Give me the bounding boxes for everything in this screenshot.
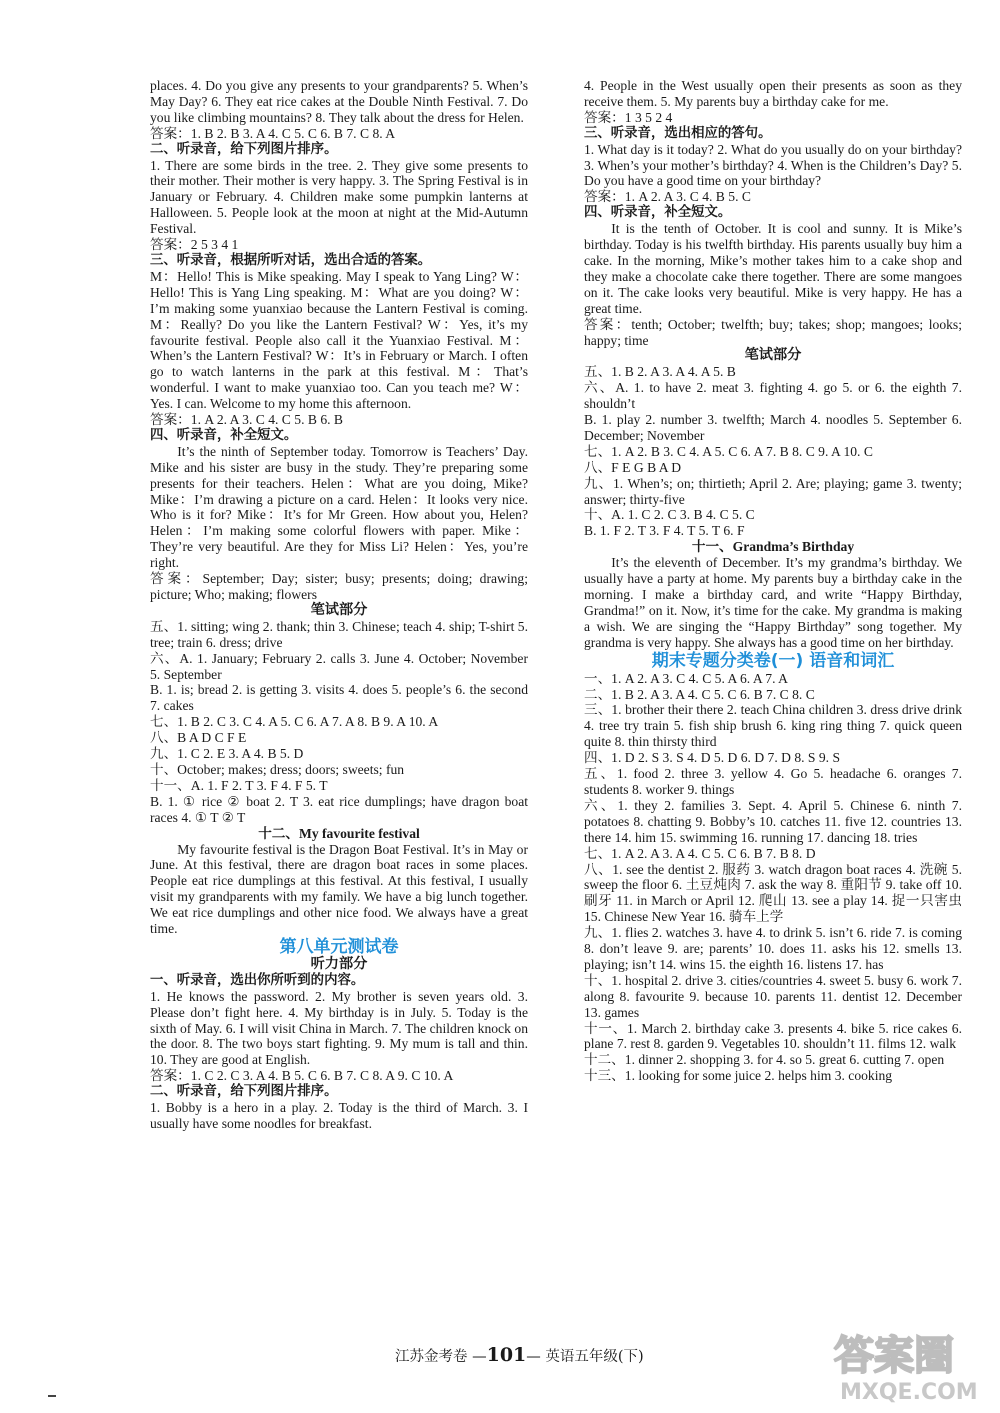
answer-line: 九、1. When’s; on; thirtieth; April 2. Are; playing; game 3. twenty; answer; thirty-five <box>584 475 962 507</box>
part-heading: 听力部分 <box>310 955 368 972</box>
answer-line: 一、1. A 2. A 3. C 4. C 5. A 6. A 7. A <box>584 670 788 686</box>
answer-line: 六、A. 1. to have 2. meat 3. fighting 4. go 5. or 6. the eighth 7. shouldn’t <box>584 380 962 412</box>
unit-title: 第八单元测试卷 <box>279 936 399 957</box>
book-title: 江苏金考卷 <box>395 1349 468 1365</box>
answer-line: 1. He knows the password. 2. My brother is seven years old. 3. Please don’t fight here. 4. My birthday is in July. 5. Today is the sixth of May. 6. I will visit China in March. 7. The children knock on the door. 8. The two boys start fighting. 9. My mum is tall and thin. 10. They are good at English. <box>150 988 528 1068</box>
answer-line: 十二、1. dinner 2. shopping 3. for 4. so 5. great 6. cutting 7. open <box>584 1052 945 1068</box>
footer-dash: — <box>472 1349 487 1365</box>
answer-line: 十三、1. looking for some juice 2. helps him 3. cooking <box>584 1068 893 1084</box>
watermark-url-text: MXQE.COM <box>840 1380 978 1405</box>
essay-title: 十一、Grandma’s Birthday <box>691 539 855 555</box>
answer-line: 答案：1 3 5 2 4 <box>584 109 673 125</box>
watermark-top-text: 答案圈 <box>834 1333 954 1379</box>
unit-title: 期末专题分类卷(一) 语音和词汇 <box>651 650 895 671</box>
answer-line: 八、1. see the dentist 2. 服药 3. watch dragon boat races 4. 洗碗 5. sweep the floor 6. 土豆炖肉 7. ask the way 8. 重阳节 9. take off 10. 刷牙 11. in March or April 12. 爬山 13. see a play 14. 捉一只害虫 15. Chinese New Year 16. 骑车上学 <box>584 861 962 925</box>
essay-title: 十二、My favourite festival <box>258 825 420 841</box>
section-heading: 二、听录音，给下列图片排序。 <box>150 141 338 157</box>
footer-dash: — <box>526 1349 541 1365</box>
answer-line: 十、A. 1. C 2. C 3. B 4. C 5. C <box>584 507 755 523</box>
watermark-graphic <box>830 1325 985 1405</box>
answer-line: 十一、A. 1. F 2. T 3. F 4. F 5. T <box>150 777 328 793</box>
answer-line: M：Hello! This is Mike speaking. May I speak to Yang Ling? W：Hello! This is Yang Ling speaking. M：What are you doing? W：I’m making some yuanxiao because the Lantern Festival is coming. M：Really? Do you like the Lantern Festival? W：Yes, it’s my favourite festival. People also call it the Yuanxiao Festival. M：When’s the Lantern Festival? W：It’s in February or March. I often go to watch lanterns in the park at this festival. M：That’s wonderful. I want to make yuanxiao too. Can you teach me? W：Yes. I can. Welcome to my home this afternoon. <box>150 268 528 412</box>
answer-line: 五、1. B 2. A 3. A 4. A 5. B <box>584 364 736 380</box>
answer-line: B. 1. ① rice ② boat 2. T 3. eat rice dumplings; have dragon boat races 4. ① T ② T <box>150 793 528 825</box>
answer-line: 九、1. flies 2. watches 3. have 4. to drink 5. isn’t 6. ride 7. is coming 8. don’t leave 9. are; parents’ 10. does 11. asks his 12. smells 13. playing; isn’t 14. wins 15. the eighth 16. listens 17. has <box>584 925 962 972</box>
answer-line: 七、1. A 2. A 3. A 4. C 5. C 6. B 7. B 8. D <box>584 845 816 861</box>
passage-paragraph: It’s the eleventh of December. It’s my grandma’s birthday. We usually have a party at home. My parents buy a birthday cake in the morning. I make a birthday card, and write “Happy Birthday, Grandma!” on it. Now, it’s time for the cake. My grandma is making a wish. We are singing the “Happy Birthday” song together. My grandma is very happy. She always has a good time on her birthday. <box>584 555 962 650</box>
answer-line: 十一、1. March 2. birthday cake 3. presents 4. bike 5. rice cakes 6. plane 7. rest 8. garden 9. Vegetables 10. shouldn’t 11. films 12. walk <box>584 1020 962 1052</box>
answer-line: 4. People in the West usually open their presents as soon as they receive them. 5. My parents buy a birthday cake for me. <box>584 78 962 109</box>
part-heading: 笔试部分 <box>744 347 802 364</box>
answer-line: 答案：1. B 2. B 3. A 4. C 5. C 6. B 7. C 8. A <box>150 125 396 141</box>
section-heading: 一、听录音，选出你所听到的内容。 <box>150 972 365 988</box>
margin-mark <box>48 1395 56 1397</box>
answer-line: 答案：tenth; October; twelfth; buy; takes; shop; mangoes; looks; happy; time <box>584 316 962 348</box>
answer-line: 十、October; makes; dress; doors; sweets; fun <box>150 761 405 777</box>
answer-line: B. 1. is; bread 2. is getting 3. visits 4. does 5. people’s 6. the second 7. cakes <box>150 682 528 714</box>
answer-line: 五、1. food 2. three 3. yellow 4. Go 5. headache 6. oranges 7. students 8. worker 9. things <box>584 766 962 797</box>
answer-line: 六、1. they 2. families 3. Sept. 4. April 5. Chinese 6. ninth 7. potatoes 8. chatting 9. Bobby’s 10. catches 11. five 12. countries 13. there 14. him 15. swimming 16. running 17. dancing 18. tries <box>584 797 962 845</box>
answer-line: 十、1. hospital 2. drive 3. cities/countries 4. sweet 5. busy 6. work 7. along 8. favourite 9. because 10. parents 11. dentist 12. December 13. games <box>584 972 962 1020</box>
page-number: 101 <box>486 1344 527 1366</box>
right-column <box>584 78 962 1084</box>
answer-line: 1. Bobby is a hero in a play. 2. Today is the third of March. 3. I usually have some noodles for breakfast. <box>150 1100 528 1131</box>
page-footer <box>395 1344 644 1366</box>
answer-line: 七、1. A 2. B 3. C 4. A 5. C 6. A 7. B 8. C 9. A 10. C <box>584 443 873 459</box>
answer-line: 九、1. C 2. E 3. A 4. B 5. D <box>150 746 304 762</box>
passage-paragraph: It is the tenth of October. It is cool and sunny. It is Mike’s birthday. Today is his twelfth birthday. His parents usually buy him a cake. In the morning, Mike’s mother takes him to a cake shop and they make a chocolate cake there together. There are some mangoes on it. The cake looks very beautiful. Mike is very happy. He has a great time. <box>584 221 962 316</box>
section-heading: 三、听录音，选出相应的答句。 <box>584 125 772 141</box>
watermark-logo <box>830 1325 985 1405</box>
answer-line: 二、1. B 2. A 3. A 4. C 5. C 6. B 7. C 8. C <box>584 686 815 702</box>
answer-line: B. 1. F 2. T 3. F 4. T 5. T 6. F <box>584 523 745 539</box>
answer-line: 答案：September; Day; sister; busy; presents; doing; drawing; picture; Who; making; flowers <box>150 571 528 602</box>
section-heading: 四、听录音，补全短文。 <box>150 427 298 443</box>
passage-paragraph: My favourite festival is the Dragon Boat Festival. It’s in May or June. At this festival, there are dragon boat races in some places. People eat rice dumplings at this festival. At this festival, I usually visit my grandparents with my family. We have a big lunch together. We eat rice dumplings and other nice food. We always have a great time. <box>150 841 528 937</box>
answer-line: 答案：1. A 2. A 3. C 4. B 5. C <box>584 189 751 205</box>
passage-paragraph: It’s the ninth of September today. Tomorrow is Teachers’ Day. Mike and his sister are busy in the study. They’re preparing some presents for their teachers. Helen：What are you doing, Mike? Mike：I’m drawing a picture on a card. Helen：It looks very nice. Who is it for? Mike：It’s for Mr Green. How about you, Helen? Helen：I’m making some colorful flowers with paper. Mike：They’re very beautiful. Are they for Miss Li? Helen：Yes, you’re right. <box>150 443 528 571</box>
answer-line: B. 1. play 2. number 3. twelfth; March 4. noodles 5. September 6. December; November <box>584 412 962 443</box>
answer-line: 八、B A D C F E <box>150 730 247 746</box>
answer-line: 三、1. brother their there 2. teach China children 3. dress drive drink 4. tree try train 5. fish ship brush 6. king ring thing 7. quick queen quite 8. thin thirsty third <box>584 702 962 750</box>
answer-line: 答案：1. A 2. A 3. C 4. C 5. B 6. B <box>150 412 343 428</box>
section-heading: 二、听录音，给下列图片排序。 <box>150 1084 338 1100</box>
part-heading: 笔试部分 <box>310 601 368 618</box>
answer-line: 六、A. 1. January; February 2. calls 3. June 4. October; November 5. September <box>150 650 528 682</box>
answer-line: 八、F E G B A D <box>584 459 682 475</box>
subject-label: 英语五年级(下) <box>545 1349 644 1365</box>
answer-line: 1. What day is it today? 2. What do you usually do on your birthday? 3. When’s your mother’s birthday? 4. When is the Children’s Day? 5. Do you have a good time on your birthday? <box>584 141 962 189</box>
section-heading: 三、听录音，根据所听对话，选出合适的答案。 <box>150 252 432 268</box>
answer-line: 七、1. B 2. C 3. C 4. A 5. C 6. A 7. A 8. B 9. A 10. A <box>150 714 439 730</box>
answer-line: 1. There are some birds in the tree. 2. They give some presents to their mother. Their mother is very happy. 3. The Spring Festival is in January or February. 4. Children make some pumpkin lanterns at Halloween. 5. People look at the moon at night at the Mid-Autumn Festival. <box>150 157 528 237</box>
answer-line: places. 4. Do you give any presents to your grandparents? 5. When’s May Day? 6. They eat rice cakes at the Double Ninth Festival. 7. Do you like climbing mountains? 8. They talk about the dress for Helen. <box>150 78 528 125</box>
answer-line: 答案：2 5 3 4 1 <box>150 237 239 253</box>
left-column <box>150 78 528 1132</box>
answer-line: 答案：1. C 2. C 3. A 4. B 5. C 6. B 7. C 8. A 9. C 10. A <box>150 1068 454 1084</box>
answer-line: 四、1. D 2. S 3. S 4. D 5. D 6. D 7. D 8. S 9. S <box>584 750 841 766</box>
answer-line: 五、1. sitting; wing 2. thank; thin 3. Chinese; teach 4. ship; T-shirt 5. tree; train 6. dress; drive <box>150 618 528 650</box>
section-heading: 四、听录音，补全短文。 <box>584 205 732 221</box>
